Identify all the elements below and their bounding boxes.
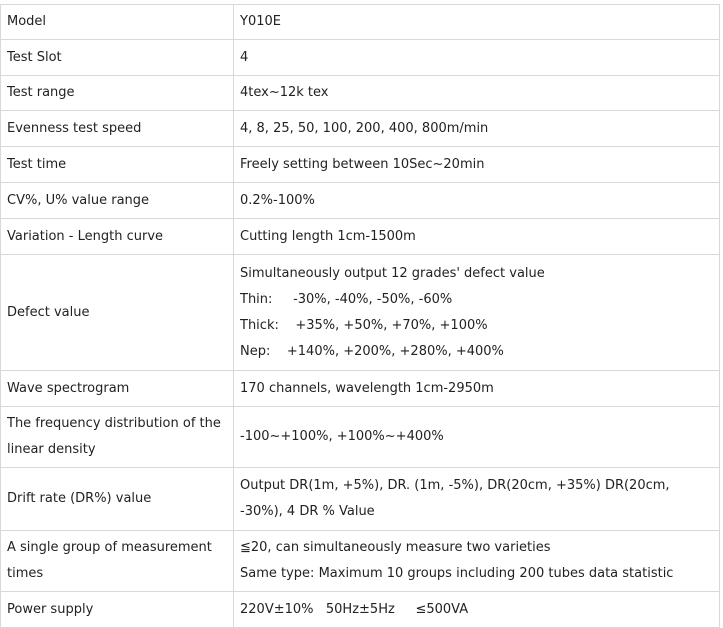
table-row — [1, 147, 720, 183]
table-row — [1, 219, 720, 255]
table-row — [1, 407, 720, 468]
table-row — [1, 371, 720, 407]
value-line: 4, 8, 25, 50, 100, 200, 400, 800m/min — [240, 120, 489, 136]
spec-table — [0, 4, 720, 628]
row-value — [234, 76, 720, 111]
row-label: Drift rate (DR%) value — [1, 468, 234, 531]
row-value — [234, 5, 720, 40]
row-label: Test range — [1, 76, 234, 111]
spec-table-body — [1, 5, 720, 628]
row-value — [234, 371, 720, 407]
row-value — [234, 111, 720, 147]
row-label: A single group of measurement times — [1, 531, 234, 592]
value-line: Output DR(1m, +5%), DR. (1m, -5%), DR(20cm, +35%) DR(20cm, -30%), 4 DR % Value — [240, 478, 670, 519]
row-value — [234, 147, 720, 183]
value-line: Thick: +35%, +50%, +70%, +100% — [240, 317, 488, 333]
value-line: 170 channels, wavelength 1cm-2950m — [240, 380, 494, 396]
row-label: The frequency distribution of the linear density — [1, 407, 234, 468]
row-label: CV%, U% value range — [1, 183, 234, 219]
table-row — [1, 592, 720, 628]
row-label: Defect value — [1, 255, 234, 371]
row-value — [234, 592, 720, 628]
value-line: ≦20, can simultaneously measure two varieties — [240, 540, 551, 555]
value-line: 4 — [240, 49, 249, 65]
value-line: 0.2%-100% — [240, 192, 315, 208]
value-line: 4tex~12k tex — [240, 85, 329, 100]
table-row — [1, 468, 720, 531]
row-value — [234, 255, 720, 371]
table-row — [1, 40, 720, 76]
row-value — [234, 468, 720, 531]
row-value — [234, 183, 720, 219]
table-row — [1, 5, 720, 40]
value-line: Thin: -30%, -40%, -50%, -60% — [240, 291, 453, 307]
table-row — [1, 76, 720, 111]
value-line: Freely setting between 10Sec~20min — [240, 156, 485, 172]
table-row — [1, 531, 720, 592]
row-label: Power supply — [1, 592, 234, 628]
value-line: -100~+100%, +100%~+400% — [240, 429, 444, 444]
value-line: Cutting length 1cm-1500m — [240, 228, 416, 244]
row-value — [234, 531, 720, 592]
value-line: Nep: +140%, +200%, +280%, +400% — [240, 343, 504, 359]
value-line: Y010E — [240, 14, 281, 29]
value-line: Simultaneously output 12 grades' defect value — [240, 265, 545, 281]
table-row — [1, 183, 720, 219]
row-label: Test time — [1, 147, 234, 183]
row-value — [234, 219, 720, 255]
row-label: Variation - Length curve — [1, 219, 234, 255]
table-row — [1, 255, 720, 371]
row-value — [234, 407, 720, 468]
table-row — [1, 111, 720, 147]
row-label: Model — [1, 5, 234, 40]
value-line: Same type: Maximum 10 groups including 200 tubes data statistic — [240, 566, 674, 581]
row-label: Evenness test speed — [1, 111, 234, 147]
row-label: Test Slot — [1, 40, 234, 76]
value-line: 220V±10% 50Hz±5Hz ≤500VA — [240, 601, 469, 617]
row-label: Wave spectrogram — [1, 371, 234, 407]
row-value — [234, 40, 720, 76]
